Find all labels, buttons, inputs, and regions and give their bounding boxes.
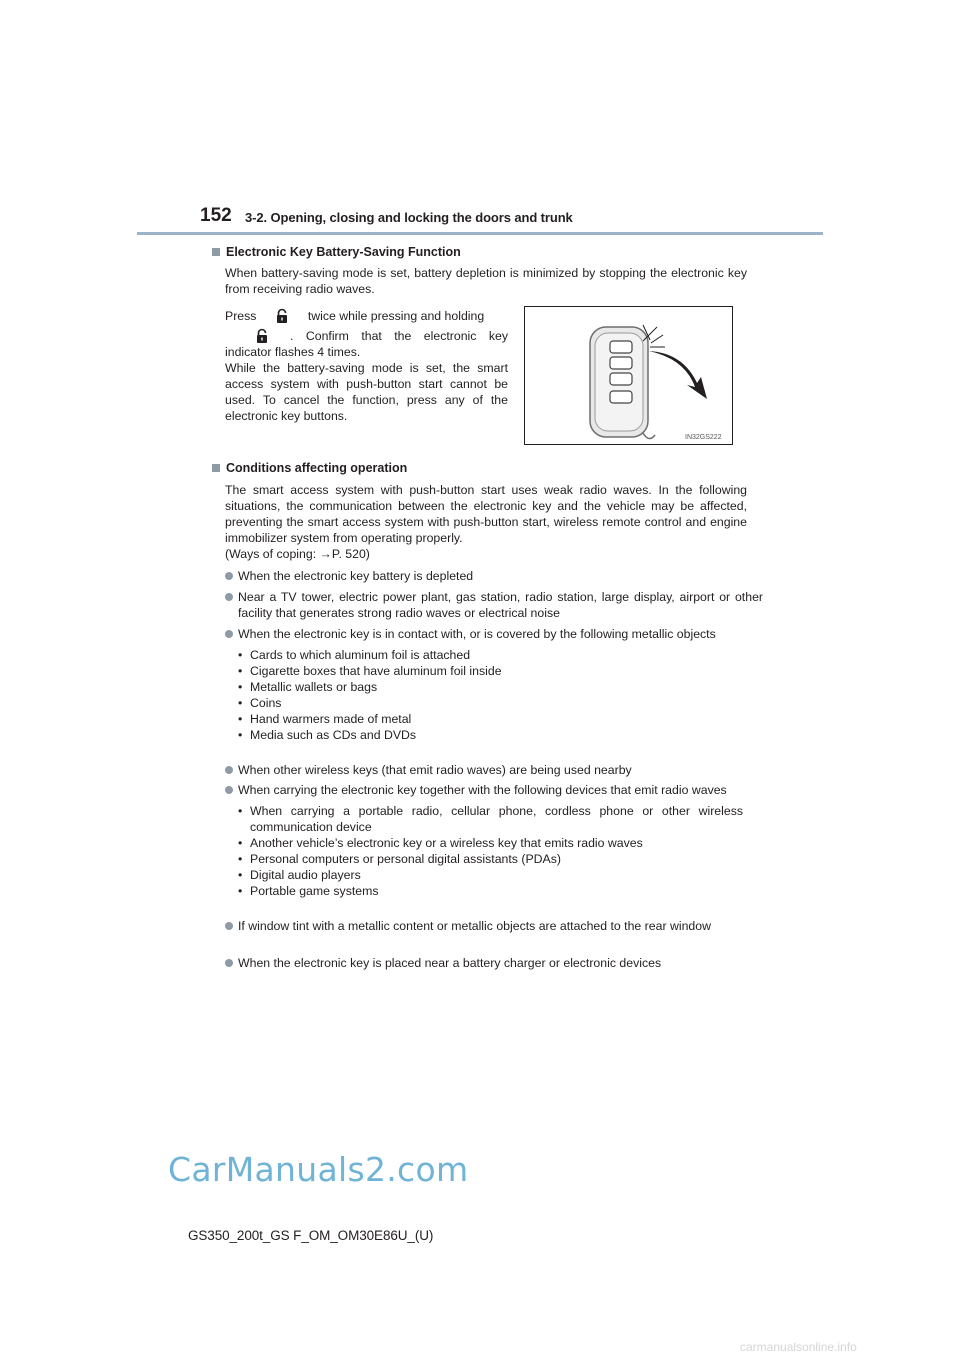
list-item: Near a TV tower, electric power plant, gas station, radio station, large display, airport or other facility that generates strong radio waves or electrical noise <box>225 589 763 621</box>
bullet-dot-icon <box>225 593 233 601</box>
bullet-dot-icon <box>225 766 233 774</box>
conditions-heading: Conditions affecting operation <box>212 461 407 475</box>
sub-item: • Another vehicle’s electronic key or a wireless key that emits radio waves <box>238 835 763 851</box>
battery-saving-heading: Electronic Key Battery-Saving Function <box>212 245 461 259</box>
electronic-key-illustration <box>524 306 733 445</box>
manual-code: GS350_200t_GS F_OM_OM30E86U_(U) <box>188 1228 434 1243</box>
lock-icon <box>254 328 270 344</box>
metallic-objects-sublist <box>238 647 763 743</box>
section-square-icon <box>212 464 220 472</box>
sub-item: • Digital audio players <box>238 867 763 883</box>
sub-item: • When carrying a portable radio, cellular phone, cordless phone or other wireless communication device <box>238 803 763 835</box>
radio-devices-sublist <box>238 803 763 899</box>
bullet-dot-icon <box>225 572 233 580</box>
list-item: When the electronic key is in contact with, or is covered by the following metallic objects • Cards to which aluminum foil is attached • Cigarette boxes that have aluminum foil inside • Metallic wallets or bags • Coins • Hand warmers made of metal • Media such as CDs and DVDs <box>225 626 763 743</box>
section-square-icon <box>212 248 220 256</box>
list-item: If window tint with a metallic content or metallic objects are attached to the rear window <box>225 918 763 934</box>
bullet-dot-icon <box>225 959 233 967</box>
battery-saving-instruction: Press twice while pressing and holding . Confirm that the electronic key indicator flashes 4 times. While the battery-saving mode is set, the smart access system with push-button start cannot be used. To cancel the function, press any of the electronic key buttons. <box>225 309 508 423</box>
list-item: When other wireless keys (that emit radio waves) are being used nearby <box>225 762 763 778</box>
bullet-dot-icon <box>225 630 233 638</box>
battery-saving-detail: While the battery-saving mode is set, the smart access system with push-button start cannot be used. To cancel the function, press any of the electronic key buttons. <box>225 361 508 423</box>
list-item: When the electronic key is placed near a battery charger or electronic devices <box>225 955 763 971</box>
sub-item: • Portable game systems <box>238 883 763 899</box>
chapter-title: 3-2. Opening, closing and locking the doors and trunk <box>245 210 573 225</box>
illustration-code: IN32GS222 <box>685 434 722 441</box>
battery-saving-intro: When battery-saving mode is set, battery depletion is minimized by stopping the electronic key from receiving radio waves. <box>225 266 747 296</box>
sub-item: • Cigarette boxes that have aluminum foil inside <box>238 663 763 679</box>
sub-item: • Media such as CDs and DVDs <box>238 727 763 743</box>
list-item: When the electronic key battery is depleted <box>225 568 763 584</box>
ways-of-coping-link[interactable]: (Ways of coping: →P. 520) <box>225 547 370 561</box>
header-rule <box>137 232 823 235</box>
list-item: When carrying the electronic key together with the following devices that emit radio waves • When carrying a portable radio, cellular phone, cordless phone or other wireless communication device • Another vehicle’s electronic key or a wireless key that emits radio waves • Personal computers or personal digital assistants (PDAs) • Digital audio players • Portable game systems <box>225 782 763 899</box>
lock-icon <box>274 308 290 324</box>
page-number: 152 <box>200 205 232 226</box>
sub-item: • Cards to which aluminum foil is attached <box>238 647 763 663</box>
sub-item: • Personal computers or personal digital assistants (PDAs) <box>238 851 763 867</box>
bullet-dot-icon <box>225 922 233 930</box>
watermark-logo: CarManuals2.com <box>168 1150 469 1189</box>
sub-item: • Coins <box>238 695 763 711</box>
conditions-intro: The smart access system with push-button start uses weak radio waves. In the following situations, the communication between the electronic key and the vehicle may be affected, preventing the smart access system with push-button start, wireless remote control and engine immobilizer system from operating properly. <box>225 483 747 545</box>
sub-item: • Metallic wallets or bags <box>238 679 763 695</box>
watermark-bottom: carmanualsonline.info <box>740 1340 857 1354</box>
sub-item: • Hand warmers made of metal <box>238 711 763 727</box>
bullet-dot-icon <box>225 786 233 794</box>
